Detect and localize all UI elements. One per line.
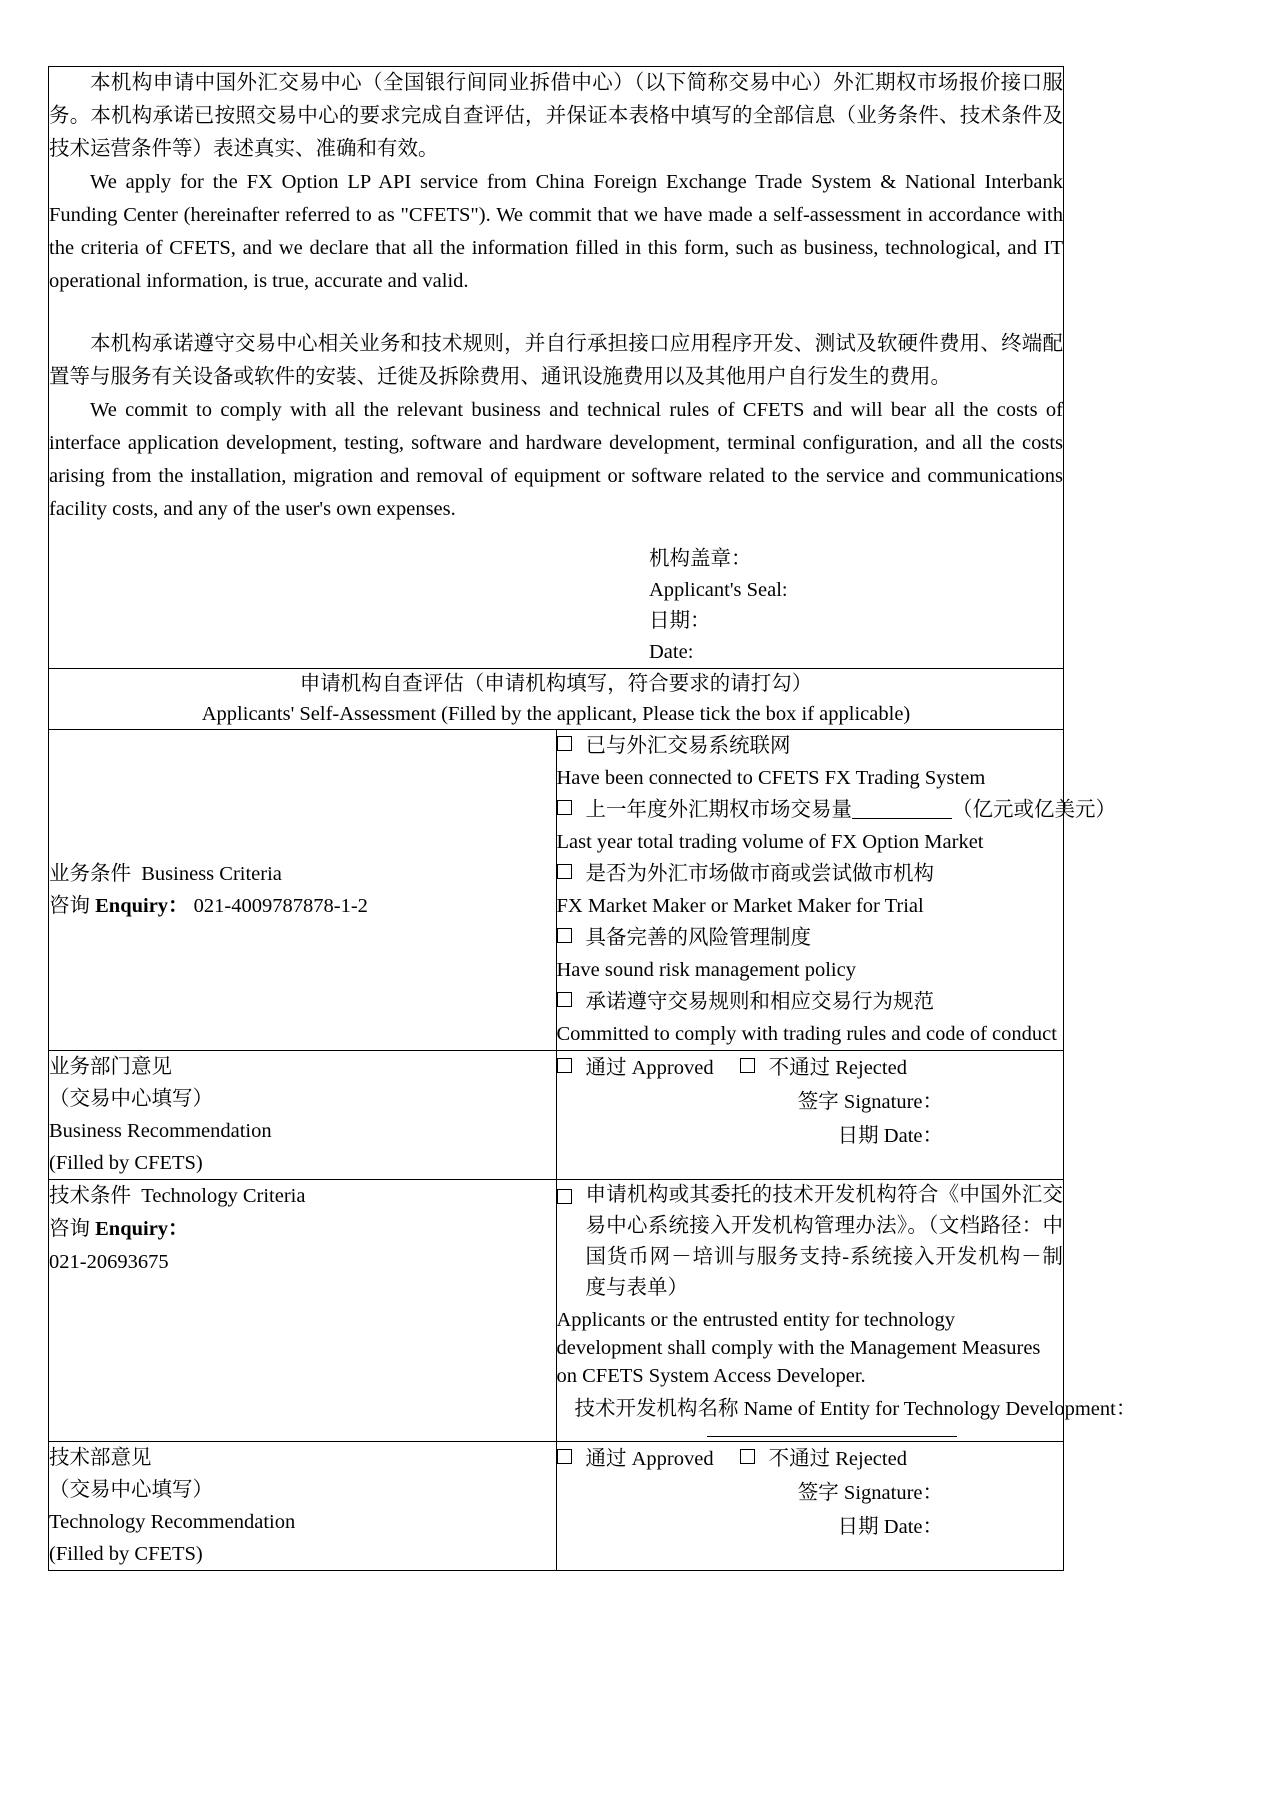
technology-enquiry-separator: ： [168,1218,189,1240]
technology-date-label-cn: 日期 [837,1516,879,1538]
self-assessment-title-en: Applicants' Self-Assessment (Filled by the applicant, Please tick the box if applicable) [201,703,911,725]
checkbox-icon[interactable] [557,800,572,815]
business-date-label-cn: 日期 [837,1125,879,1147]
technology-criteria-item[interactable] [557,1180,1064,1304]
business-criteria-item-2-en: Last year total trading volume of FX Option Market [556,831,984,853]
technology-entity-name-row [557,1394,1137,1425]
business-criteria-item-5-cn: 承诺遵守交易规则和相应交易行为规范 [585,991,934,1013]
business-approved-label-en: Approved [631,1057,714,1079]
declaration-cell [49,67,1064,669]
checkbox-icon[interactable] [557,992,572,1007]
checkbox-icon[interactable] [557,1189,572,1204]
trading-volume-blank-field[interactable] [852,818,952,819]
business-criteria-title-en: Business Criteria [141,863,282,885]
technology-recommendation-content-cell [556,1442,1064,1571]
business-criteria-item-3-en: FX Market Maker or Market Maker for Trial [556,895,924,917]
business-criteria-item-2-cn: 上一年度外汇期权市场交易量 [585,799,852,821]
technology-criteria-label-cell [49,1180,557,1442]
seal-date-label-cn: 日期： [649,610,711,632]
technology-enquiry-label-en: Enquiry [95,1218,169,1240]
paragraph-spacer [49,298,1063,328]
technology-recommendation-options [557,1442,1064,1476]
technology-signature-label-cn: 签字 [797,1482,839,1504]
technology-date-label-en: Date： [883,1516,943,1538]
checkbox-icon[interactable] [740,1449,755,1464]
seal-label-cn: 机构盖章： [649,548,752,570]
business-criteria-item-4[interactable] [557,922,1064,954]
business-rejected-label-en: Rejected [835,1057,907,1079]
business-criteria-item-3[interactable] [557,858,1064,890]
checkbox-icon[interactable] [557,928,572,943]
business-recommendation-options [557,1051,1064,1085]
technology-criteria-item-en: Applicants or the entrusted entity for technology development shall comply with the Management Measures on CFETS System Access Developer. [556,1309,1041,1387]
technology-entity-label-en: Name of Entity for Technology Development： [743,1398,1137,1420]
self-assessment-header-row [49,669,1064,730]
business-enquiry-separator: ： [168,895,189,917]
declaration-paragraph-1-en: We apply for the FX Option LP API service from China Foreign Exchange Trade System & National Interbank Funding Center (hereinafter referred to as "CFETS"). We commit that we have made a self-assessment in accordance with the criteria of CFETS, and we declare that all the information filled in this form, such as business, technological, and IT operational information, is true, accurate and valid. [49,171,1063,292]
business-date-label-en: Date： [883,1125,943,1147]
seal-label-en: Applicant's Seal: [649,579,788,601]
business-rejected-label-cn: 不通过 [768,1057,831,1079]
technology-criteria-title-en: Technology Criteria [141,1185,306,1207]
business-recommendation-row [49,1051,1064,1180]
business-criteria-item-5-en: Committed to comply with trading rules and code of conduct [556,1023,1057,1045]
self-assessment-header-cell [49,669,1064,730]
business-enquiry-label-cn: 咨询 [49,895,90,917]
technology-recommendation-row [49,1442,1064,1571]
business-recommendation-label-en: Business Recommendation [49,1120,272,1142]
technology-approved-label-en: Approved [631,1448,714,1470]
self-assessment-title-cn: 申请机构自查评估（申请机构填写，符合要求的请打勾） [299,673,813,695]
business-approved-label-cn: 通过 [585,1057,627,1079]
technology-approved-label-cn: 通过 [585,1448,627,1470]
technology-signature-label-en: Signature： [843,1482,943,1504]
technology-criteria-row [49,1180,1064,1442]
declaration-paragraph-2-en: We commit to comply with all the relevant business and technical rules of CFETS and will bear all the costs of interface application development, testing, software and hardware development, terminal configuration, and all the costs arising from the installation, migration and removal of equipment or software related to the service and communications facility costs, and any of the user's own expenses. [49,399,1063,520]
technology-entity-label-cn: 技术开发机构名称 [574,1398,739,1420]
checkbox-icon[interactable] [557,1058,572,1073]
declaration-paragraph-1-cn: 本机构申请中国外汇交易中心（全国银行间同业拆借中心）（以下简称交易中心）外汇期权市场报价接口服务。本机构承诺已按照交易中心的要求完成自查评估，并保证本表格中填写的全部信息（业务条件、技术条件及技术运营条件等）表述真实、准确和有效。 [49,72,1063,160]
technology-criteria-content-cell [556,1180,1137,1442]
business-criteria-title [49,858,556,890]
business-enquiry-label-en: Enquiry [95,895,169,917]
business-recommendation-sublabel-cn: （交易中心填写） [49,1088,213,1110]
seal-signature-block [49,544,1063,668]
business-recommendation-content-cell [556,1051,1064,1180]
business-date-line [557,1119,1064,1153]
business-criteria-item-2-suffix: （亿元或亿美元） [952,799,1116,821]
business-criteria-item-4-cn: 具备完善的风险管理制度 [585,927,811,949]
technology-enquiry-phone: 021-20693675 [49,1251,169,1273]
business-recommendation-label-cn: 业务部门意见 [49,1056,172,1078]
business-criteria-item-1-cn: 已与外汇交易系统联网 [585,735,791,757]
checkbox-icon[interactable] [557,1449,572,1464]
business-criteria-item-2[interactable] [557,794,1116,826]
checkbox-icon[interactable] [557,736,572,751]
business-signature-line [557,1085,1064,1119]
technology-recommendation-sublabel-en: (Filled by CFETS) [49,1543,203,1565]
technology-rejected-label-en: Rejected [835,1448,907,1470]
declaration-paragraph-2-cn: 本机构承诺遵守交易中心相关业务和技术规则，并自行承担接口应用程序开发、测试及软硬件费用、终端配置等与服务有关设备或软件的安装、迁徙及拆除费用、通讯设施费用以及其他用户自行发生的费用。 [49,333,1063,388]
business-criteria-item-3-cn: 是否为外汇市场做市商或尝试做市机构 [585,863,934,885]
technology-criteria-enquiry [49,1213,556,1246]
business-recommendation-label-cell [49,1051,557,1180]
business-criteria-title-cn: 业务条件 [49,863,131,885]
business-criteria-item-4-en: Have sound risk management policy [556,959,856,981]
business-criteria-item-1-en: Have been connected to CFETS FX Trading System [556,767,986,789]
business-criteria-row [49,730,1064,1051]
technology-criteria-title-cn: 技术条件 [49,1185,131,1207]
declaration-row [49,67,1064,669]
seal-date-label-en: Date: [649,641,694,663]
checkbox-icon[interactable] [557,864,572,879]
technology-recommendation-sublabel-cn: （交易中心填写） [49,1479,213,1501]
technology-recommendation-label-en: Technology Recommendation [49,1511,296,1533]
business-criteria-item-1[interactable] [557,730,1064,762]
business-criteria-label-cell [49,730,557,1051]
business-signature-label-cn: 签字 [797,1091,839,1113]
technology-criteria-title [49,1180,556,1213]
technology-recommendation-label-cell [49,1442,557,1571]
business-recommendation-sublabel-en: (Filled by CFETS) [49,1152,203,1174]
technology-rejected-label-cn: 不通过 [768,1448,831,1470]
technology-signature-line [557,1476,1064,1510]
business-criteria-enquiry [49,890,556,922]
checkbox-icon[interactable] [740,1058,755,1073]
technology-date-line [557,1510,1064,1544]
technology-recommendation-label-cn: 技术部意见 [49,1447,152,1469]
technology-criteria-item-cn: 申请机构或其委托的技术开发机构符合《中国外汇交易中心系统接入开发机构管理办法》。（文档路径：中国货币网－培训与服务支持-系统接入开发机构－制度与表单） [585,1184,1063,1299]
technology-enquiry-label-cn: 咨询 [49,1218,90,1240]
technology-entity-name-blank-field[interactable] [707,1435,957,1437]
application-form-table [48,66,1137,1571]
business-signature-label-en: Signature： [843,1091,943,1113]
business-criteria-item-5[interactable] [557,986,1064,1018]
business-enquiry-phone: 021-4009787878-1-2 [193,895,368,917]
business-criteria-content-cell [556,730,1116,1051]
